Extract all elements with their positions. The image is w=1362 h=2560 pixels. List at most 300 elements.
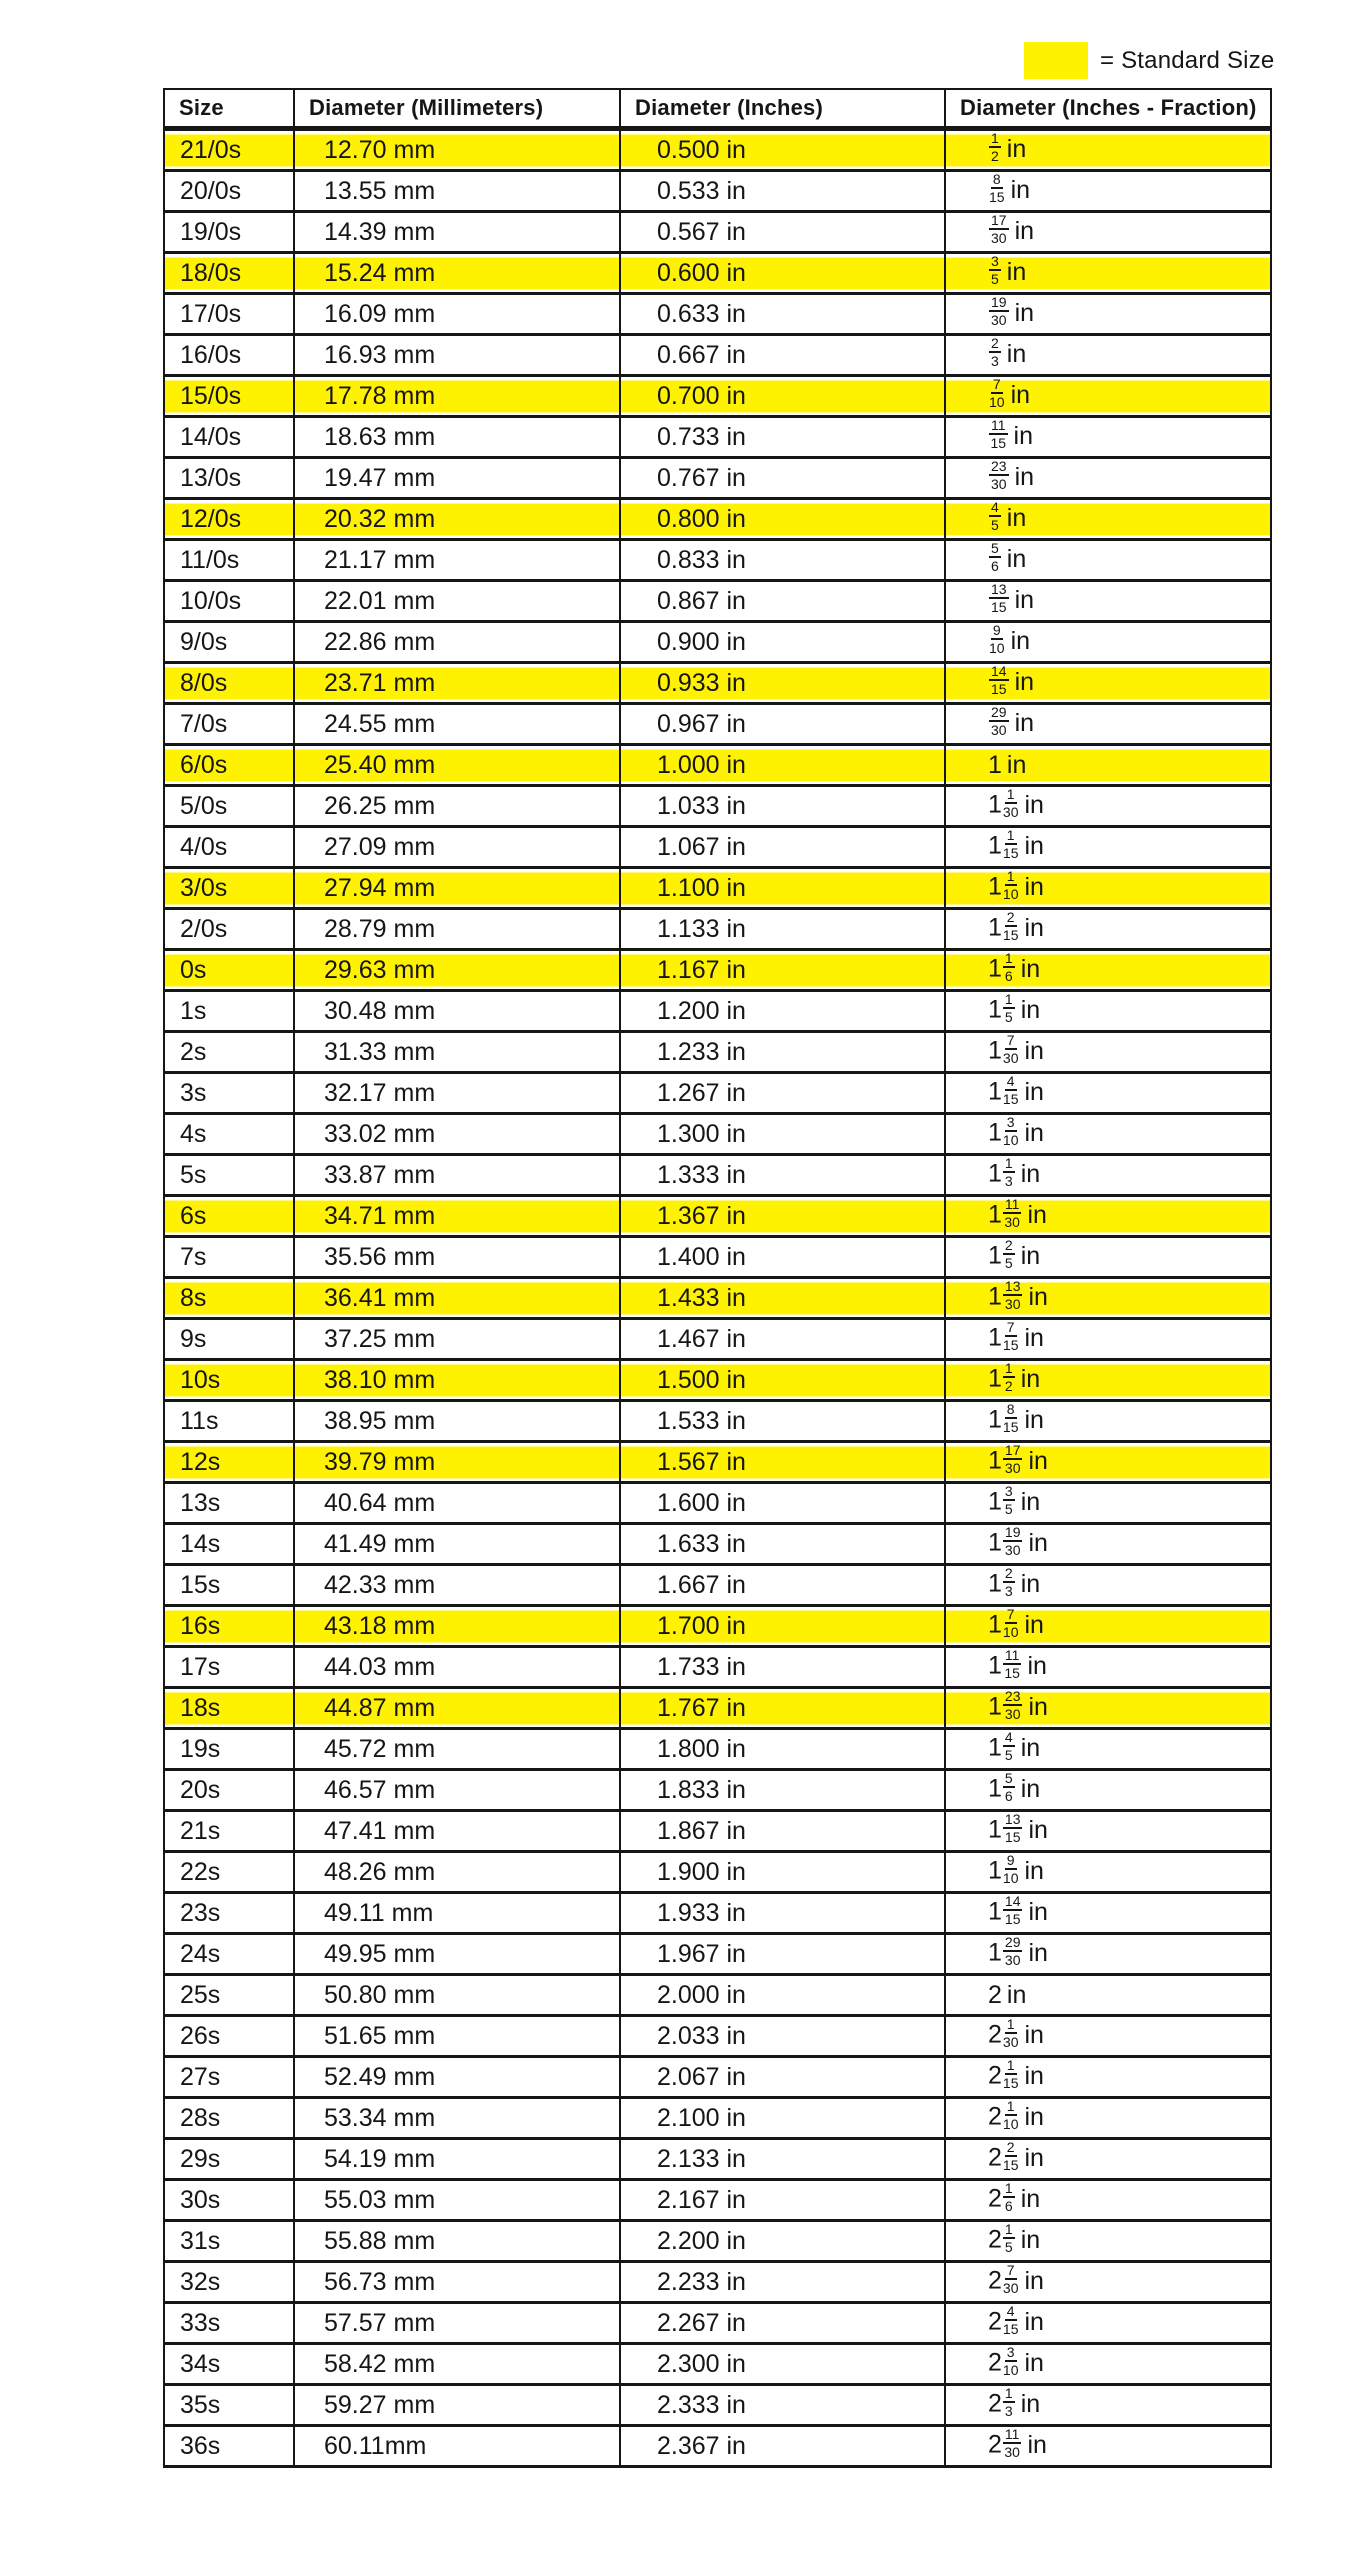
size-cell: 3/0s [164,868,294,909]
size-table-header [164,89,1271,129]
size-cell: 7/0s [164,704,294,745]
mm-cell: 13.55 mm [294,171,620,212]
table-row [164,622,1271,663]
inches-cell: 0.967 in [620,704,945,745]
fraction-whole: 1 [988,1610,1002,1639]
fraction-unit: in [1024,2266,1044,2295]
table-row [164,2016,1271,2057]
mm-cell: 38.95 mm [294,1401,620,1442]
mm-cell: 55.03 mm [294,2180,620,2221]
table-row [164,1401,1271,1442]
fraction-unit: in [1028,1815,1048,1844]
mm-cell: 37.25 mm [294,1319,620,1360]
fraction-unit: in [1020,1774,1041,1803]
fraction-cell [945,950,1271,991]
inches-cell: 1.467 in [620,1319,945,1360]
size-cell: 25s [164,1975,294,2016]
mm-cell: 51.65 mm [294,2016,620,2057]
stacked-fraction: $\frac{14}{15}$ [1004,1893,1021,1927]
size-cell: 21/0s [164,129,294,171]
stacked-fraction: $\frac{11}{15}$ [990,417,1007,451]
table-row [164,1319,1271,1360]
fraction-unit: in [1006,544,1027,573]
fraction-whole: 1 [988,913,1002,942]
table-row [164,2262,1271,2303]
mm-cell: 17.78 mm [294,376,620,417]
standard-size-swatch [1024,42,1088,79]
fraction-unit: in [1020,1159,1041,1188]
table-row [164,1196,1271,1237]
table-row [164,499,1271,540]
table-row [164,1606,1271,1647]
fraction-unit: in [1020,1733,1041,1762]
fraction-cell [945,171,1271,212]
stacked-fraction: $\frac{1}{15}$ [1002,827,1019,861]
size-cell: 5/0s [164,786,294,827]
fraction-cell [945,1073,1271,1114]
fraction-unit: in [1024,2061,1044,2090]
fraction-unit: in [1024,1118,1044,1147]
fraction-whole: 1 [988,1815,1002,1844]
inches-cell: 0.900 in [620,622,945,663]
fraction-unit: in [1014,216,1035,245]
fraction-cell [945,253,1271,294]
table-row [164,704,1271,745]
stacked-fraction: $\frac{2}{15}$ [1002,909,1019,943]
inches-cell: 2.333 in [620,2385,945,2426]
mm-cell: 52.49 mm [294,2057,620,2098]
fraction-whole: 1 [988,1487,1002,1516]
fraction-cell [945,335,1271,376]
size-cell: 4/0s [164,827,294,868]
stacked-fraction: $\frac{7}{30}$ [1002,2262,1019,2296]
stacked-fraction: $\frac{2}{3}$ [1004,1565,1013,1599]
fraction-unit: in [1006,257,1027,286]
legend [1024,42,1274,79]
stacked-fraction: $\frac{7}{10}$ [989,376,1005,410]
fraction-unit: in [1024,790,1044,819]
fraction-whole: 2 [988,2184,1002,2213]
stacked-fraction: $\frac{1}{5}$ [1004,991,1013,1025]
stacked-fraction: $\frac{11}{15}$ [1004,1647,1020,1681]
fraction-unit: in [1024,2143,1044,2172]
fraction-unit: in [1014,585,1035,614]
table-row [164,1073,1271,1114]
mm-cell: 27.94 mm [294,868,620,909]
table-row [164,212,1271,253]
table-row [164,991,1271,1032]
size-cell: 13s [164,1483,294,1524]
size-cell: 31s [164,2221,294,2262]
fraction-whole: 1 [988,1077,1002,1106]
fraction-unit: in [1010,626,1031,655]
fraction-unit: in [1024,1405,1044,1434]
inches-cell: 0.533 in [620,171,945,212]
fraction-cell [945,1852,1271,1893]
size-cell: 14/0s [164,417,294,458]
table-row [164,253,1271,294]
fraction-cell [945,1524,1271,1565]
stacked-fraction: $\frac{9}{10}$ [1002,1852,1019,1886]
fraction-unit: in [1006,134,1027,163]
inches-cell: 1.267 in [620,1073,945,1114]
fraction-cell [945,1565,1271,1606]
inches-cell: 1.633 in [620,1524,945,1565]
inches-cell: 0.667 in [620,335,945,376]
mm-cell: 59.27 mm [294,2385,620,2426]
fraction-cell [945,294,1271,335]
fraction-cell [945,2303,1271,2344]
stacked-fraction: $\frac{1}{6}$ [1004,950,1013,984]
mm-cell: 57.57 mm [294,2303,620,2344]
fraction-unit: in [1024,1036,1044,1065]
inches-cell: 2.133 in [620,2139,945,2180]
fraction-unit: in [1020,2184,1041,2213]
table-row [164,868,1271,909]
table-row [164,2139,1271,2180]
stacked-fraction: $\frac{7}{10}$ [1002,1606,1019,1640]
mm-cell: 19.47 mm [294,458,620,499]
fraction-unit: in [1028,1897,1048,1926]
fraction-whole: 1 [988,750,1002,779]
inches-cell: 1.667 in [620,1565,945,1606]
inches-cell: 0.700 in [620,376,945,417]
size-cell: 9s [164,1319,294,1360]
fraction-cell [945,2344,1271,2385]
inches-cell: 2.000 in [620,1975,945,2016]
stacked-fraction: $\frac{7}{30}$ [1002,1032,1019,1066]
inches-cell: 2.067 in [620,2057,945,2098]
inches-cell: 0.800 in [620,499,945,540]
fraction-whole: 2 [988,2307,1002,2336]
size-cell: 3s [164,1073,294,1114]
size-cell: 27s [164,2057,294,2098]
fraction-cell [945,1442,1271,1483]
table-row [164,1237,1271,1278]
stacked-fraction: $\frac{9}{10}$ [989,622,1005,656]
stacked-fraction: $\frac{5}{6}$ [1004,1770,1013,1804]
fraction-cell [945,1893,1271,1934]
inches-cell: 1.133 in [620,909,945,950]
mm-cell: 47.41 mm [294,1811,620,1852]
inches-cell: 0.500 in [620,129,945,171]
fraction-unit: in [1020,1487,1041,1516]
table-row [164,1032,1271,1073]
mm-cell: 42.33 mm [294,1565,620,1606]
fraction-cell [945,1155,1271,1196]
table-row [164,581,1271,622]
inches-cell: 1.733 in [620,1647,945,1688]
table-row [164,458,1271,499]
stacked-fraction: $\frac{1}{30}$ [1002,786,1019,820]
fraction-whole: 2 [988,2389,1002,2418]
size-cell: 16/0s [164,335,294,376]
mm-cell: 58.42 mm [294,2344,620,2385]
mm-cell: 25.40 mm [294,745,620,786]
fraction-unit: in [1014,708,1035,737]
size-cell: 9/0s [164,622,294,663]
mm-cell: 24.55 mm [294,704,620,745]
fraction-unit: in [1020,2225,1041,2254]
inches-cell: 0.933 in [620,663,945,704]
fraction-whole: 1 [988,1200,1002,1229]
mm-cell: 16.09 mm [294,294,620,335]
mm-cell: 18.63 mm [294,417,620,458]
stacked-fraction: $\frac{3}{10}$ [1002,2344,1019,2378]
stacked-fraction: $\frac{13}{30}$ [1004,1278,1021,1312]
inches-cell: 1.567 in [620,1442,945,1483]
fraction-unit: in [1024,872,1044,901]
inches-cell: 0.600 in [620,253,945,294]
fraction-whole: 1 [988,954,1002,983]
table-row [164,2098,1271,2139]
stacked-fraction: $\frac{1}{15}$ [1002,2057,1019,2091]
table-row [164,1729,1271,1770]
stacked-fraction: $\frac{2}{5}$ [1004,1237,1013,1271]
table-row [164,909,1271,950]
table-row [164,1155,1271,1196]
inches-cell: 2.033 in [620,2016,945,2057]
mm-cell: 31.33 mm [294,1032,620,1073]
mm-cell: 38.10 mm [294,1360,620,1401]
size-cell: 4s [164,1114,294,1155]
table-row [164,663,1271,704]
size-cell: 17s [164,1647,294,1688]
mm-cell: 14.39 mm [294,212,620,253]
stacked-fraction: $\frac{23}{30}$ [991,458,1007,492]
mm-cell: 36.41 mm [294,1278,620,1319]
size-cell: 16s [164,1606,294,1647]
stacked-fraction: $\frac{17}{30}$ [1004,1442,1021,1476]
table-row [164,1934,1271,1975]
fraction-cell [945,2426,1271,2467]
mm-cell: 26.25 mm [294,786,620,827]
fraction-cell [945,704,1271,745]
inches-cell: 1.233 in [620,1032,945,1073]
legend-label: = Standard Size [1100,46,1275,74]
mm-cell: 29.63 mm [294,950,620,991]
table-row [164,1770,1271,1811]
table-row [164,2303,1271,2344]
fraction-cell [945,458,1271,499]
inches-cell: 2.100 in [620,2098,945,2139]
stacked-fraction: $\frac{1}{6}$ [1004,2180,1013,2214]
size-cell: 32s [164,2262,294,2303]
stacked-fraction: $\frac{11}{30}$ [1004,2426,1020,2460]
fraction-whole: 2 [988,2143,1002,2172]
fraction-unit: in [1014,298,1035,327]
fraction-whole: 1 [988,1323,1002,1352]
table-row [164,129,1271,171]
size-cell: 8/0s [164,663,294,704]
size-cell: 11s [164,1401,294,1442]
table-row [164,745,1271,786]
stacked-fraction: $\frac{7}{15}$ [1002,1319,1019,1353]
inches-cell: 0.767 in [620,458,945,499]
size-cell: 29s [164,2139,294,2180]
mm-cell: 53.34 mm [294,2098,620,2139]
fraction-whole: 1 [988,1651,1002,1680]
fraction-unit: in [1024,1323,1044,1352]
size-cell: 13/0s [164,458,294,499]
table-row [164,1565,1271,1606]
stacked-fraction: $\frac{4}{5}$ [991,499,999,533]
mm-cell: 49.95 mm [294,1934,620,1975]
size-cell: 28s [164,2098,294,2139]
inches-cell: 1.500 in [620,1360,945,1401]
mm-cell: 54.19 mm [294,2139,620,2180]
mm-cell: 48.26 mm [294,1852,620,1893]
fraction-cell [945,1401,1271,1442]
fraction-unit: in [1027,1200,1047,1229]
stacked-fraction: $\frac{1}{3}$ [1004,1155,1013,1189]
mm-cell: 22.01 mm [294,581,620,622]
inches-cell: 1.833 in [620,1770,945,1811]
size-cell: 30s [164,2180,294,2221]
fraction-unit: in [1006,339,1027,368]
stacked-fraction: $\frac{1}{10}$ [1002,868,1019,902]
stacked-fraction: $\frac{3}{5}$ [1004,1483,1013,1517]
fraction-cell [945,2139,1271,2180]
size-cell: 5s [164,1155,294,1196]
fraction-unit: in [1006,503,1027,532]
size-cell: 35s [164,2385,294,2426]
fraction-cell [945,909,1271,950]
fraction-whole: 1 [988,1364,1002,1393]
stacked-fraction: $\frac{29}{30}$ [991,704,1007,738]
inches-cell: 0.733 in [620,417,945,458]
mm-cell: 45.72 mm [294,1729,620,1770]
stacked-fraction: $\frac{19}{30}$ [991,294,1007,328]
size-cell: 7s [164,1237,294,1278]
stacked-fraction: $\frac{3}{10}$ [1002,1114,1019,1148]
table-row [164,2344,1271,2385]
table-row [164,540,1271,581]
fraction-cell [945,1114,1271,1155]
fraction-unit: in [1020,954,1041,983]
fraction-cell [945,1729,1271,1770]
size-cell: 10/0s [164,581,294,622]
size-cell: 0s [164,950,294,991]
fraction-unit: in [1024,2020,1044,2049]
stacked-fraction: $\frac{1}{2}$ [991,130,999,164]
mm-cell: 43.18 mm [294,1606,620,1647]
fraction-unit: in [1028,1528,1048,1557]
mm-cell: 12.70 mm [294,129,620,171]
fraction-cell [945,2057,1271,2098]
fraction-unit: in [1028,1446,1048,1475]
stacked-fraction: $\frac{13}{15}$ [1004,1811,1021,1845]
size-cell: 11/0s [164,540,294,581]
size-cell: 15/0s [164,376,294,417]
fraction-unit: in [1006,750,1027,779]
fraction-whole: 1 [988,831,1002,860]
size-cell: 10s [164,1360,294,1401]
size-cell: 6/0s [164,745,294,786]
mm-cell: 50.80 mm [294,1975,620,2016]
inches-cell: 0.833 in [620,540,945,581]
fraction-whole: 1 [988,872,1002,901]
mm-cell: 20.32 mm [294,499,620,540]
inches-cell: 1.600 in [620,1483,945,1524]
fraction-unit: in [1020,2389,1041,2418]
fraction-cell [945,2016,1271,2057]
inches-cell: 1.700 in [620,1606,945,1647]
fraction-cell [945,1606,1271,1647]
fraction-whole: 2 [988,2430,1002,2459]
fraction-cell [945,2221,1271,2262]
size-cell: 2s [164,1032,294,1073]
mm-cell: 33.02 mm [294,1114,620,1155]
inches-cell: 1.200 in [620,991,945,1032]
inches-cell: 1.933 in [620,1893,945,1934]
fraction-whole: 1 [988,1405,1002,1434]
stacked-fraction: $\frac{1}{5}$ [1004,2221,1013,2255]
inches-cell: 2.200 in [620,2221,945,2262]
fraction-cell [945,2385,1271,2426]
size-cell: 6s [164,1196,294,1237]
size-cell: 21s [164,1811,294,1852]
inches-cell: 1.300 in [620,1114,945,1155]
inches-cell: 1.100 in [620,868,945,909]
mm-cell: 44.03 mm [294,1647,620,1688]
table-row [164,827,1271,868]
fraction-whole: 1 [988,1282,1002,1311]
fraction-whole: 2 [988,2225,1002,2254]
table-row [164,1852,1271,1893]
inches-cell: 1.800 in [620,1729,945,1770]
fraction-cell [945,540,1271,581]
fraction-whole: 2 [988,2061,1002,2090]
stacked-fraction: $\frac{14}{15}$ [991,663,1007,697]
size-cell: 20/0s [164,171,294,212]
inches-cell: 0.633 in [620,294,945,335]
fraction-cell [945,868,1271,909]
fraction-cell [945,2262,1271,2303]
size-cell: 17/0s [164,294,294,335]
table-row [164,950,1271,991]
stacked-fraction: $\frac{2}{3}$ [991,335,999,369]
inches-cell: 2.367 in [620,2426,945,2467]
fraction-cell [945,827,1271,868]
fraction-unit: in [1020,1569,1041,1598]
fraction-unit: in [1024,1856,1044,1885]
size-cell: 23s [164,1893,294,1934]
fraction-cell [945,2098,1271,2139]
size-cell: 24s [164,1934,294,1975]
fraction-unit: in [1027,2430,1047,2459]
table-row [164,1975,1271,2016]
mm-cell: 27.09 mm [294,827,620,868]
fraction-whole: 1 [988,1569,1002,1598]
inches-cell: 2.300 in [620,2344,945,2385]
table-row [164,1360,1271,1401]
stacked-fraction: $\frac{2}{15}$ [1002,2139,1019,2173]
fraction-cell [945,212,1271,253]
table-row [164,1893,1271,1934]
size-cell: 33s [164,2303,294,2344]
fraction-cell [945,1770,1271,1811]
size-table-body [164,129,1271,2467]
fraction-cell [945,1319,1271,1360]
inches-cell: 0.867 in [620,581,945,622]
fraction-cell [945,745,1271,786]
fraction-whole: 2 [988,2348,1002,2377]
fraction-whole: 1 [988,1692,1002,1721]
fraction-whole: 2 [988,2020,1002,2049]
stacked-fraction: $\frac{29}{30}$ [1004,1934,1021,1968]
table-row [164,171,1271,212]
